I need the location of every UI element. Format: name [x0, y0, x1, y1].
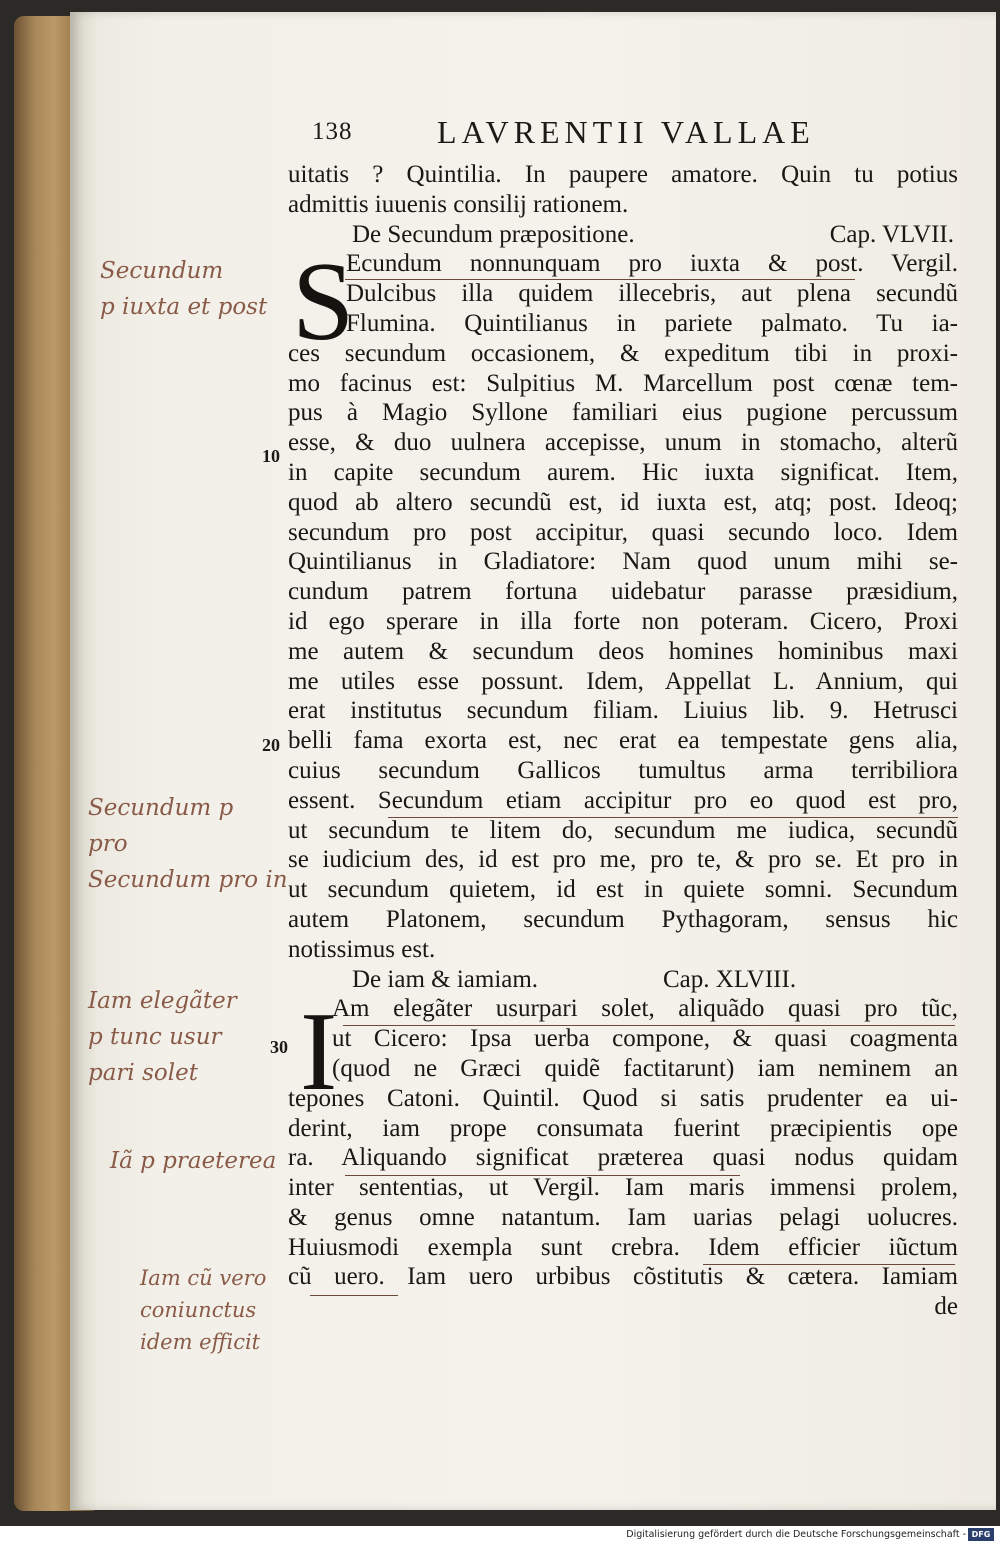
- drop-cap-i: I: [300, 990, 338, 1114]
- catchword: de: [934, 1293, 958, 1321]
- note-line: p tunc usur: [88, 1024, 222, 1050]
- text-line: me utiles esse possunt. Idem, Appellat L. Annium, qui: [288, 667, 958, 695]
- note-line: Secundum: [100, 258, 224, 284]
- text-line: id ego sperare in illa forte non poteram. Cicero, Proxi: [288, 607, 958, 635]
- main-text: [288, 160, 958, 1322]
- line-number-30: 30: [270, 1037, 288, 1057]
- chapter-heading-secundum: [288, 220, 958, 250]
- note-line: pari solet: [88, 1060, 198, 1086]
- text-line: uitatis ? Quintilia. In paupere amatore. Quin tu potius: [288, 161, 958, 188]
- text-line: ut Cicero: Ipsa uerba compone, & quasi coagmenta: [332, 1025, 958, 1053]
- text-line: Flumina. Quintilianus in pariete palmato. Tu ia-: [346, 309, 958, 337]
- text-line: ra. Aliquando significat præterea quasi nodus quidam: [288, 1144, 958, 1172]
- drop-cap-s: S: [292, 240, 355, 364]
- handwritten-underline: [703, 1264, 955, 1265]
- text-line: mo facinus est: Sulpitius M. Marcellum post cœnæ tem-: [288, 369, 958, 397]
- text-line: quod ab altero secundũ est, id iuxta est, atq; post. Ideoq;: [288, 488, 958, 516]
- text-line: & genus omne natantum. Iam uarias pelagi uolucres.: [288, 1203, 958, 1231]
- text-line: essent. Secundum etiam accipitur pro eo quod est pro,: [288, 786, 958, 814]
- text-line: tepones Catoni. Quintil. Quod si satis prudenter ea ui-: [288, 1084, 958, 1112]
- text-line: cũ uero. Iam uero urbibus cõstitutis & cætera. Iamiam: [288, 1263, 958, 1291]
- note-line: Secundum pro in: [88, 867, 288, 893]
- handwritten-underline: [345, 1175, 740, 1176]
- text-line: cuius secundum Gallicos tumultus arma terribiliora: [288, 756, 958, 784]
- line-number-10: 10: [262, 446, 280, 466]
- line-number-20: 20: [262, 735, 280, 755]
- handwritten-underline: [345, 279, 855, 280]
- note-line: Iã p praeterea: [110, 1148, 277, 1174]
- funding-credit: Digitalisierung gefördert durch die Deutsche Forschungsgemeinschaft -: [626, 1529, 966, 1540]
- running-head: LAVRENTII VALLAE: [437, 114, 815, 150]
- handwritten-underline: [310, 1295, 398, 1296]
- text-line: pus à Magio Syllone familiari eius pugione percussum: [288, 399, 958, 427]
- margin-note-iam-vero: [140, 1262, 266, 1358]
- chapter-heading-iam: [288, 965, 958, 995]
- text-line: (quod ne Græci quidẽ factitarunt) iam neminem an: [332, 1054, 958, 1082]
- text-line: erat institutus secundum filiam. Liuius lib. 9. Hetrusci: [288, 697, 958, 725]
- note-line: Iam cũ vero: [140, 1266, 267, 1290]
- note-line: Secundum p: [88, 795, 234, 821]
- text-line: ces secundum occasionem, & expeditum tibi in proxi-: [288, 339, 958, 367]
- text-line: Ecundum nonnunquam pro iuxta & post. Vergil.: [346, 250, 958, 278]
- text-line: notissimus est.: [288, 935, 436, 963]
- note-line: pro: [88, 831, 128, 857]
- text-line: se iudicium des, id est pro me, pro te, & pro se. Et pro in: [288, 846, 958, 874]
- note-line: Iam elegãter: [88, 988, 237, 1014]
- margin-note-secundum-pro: [88, 790, 288, 898]
- text-line: ut secundum quietem, id est in quiete somni. Secundum: [288, 876, 958, 904]
- text-line: in capite secundum aurem. Hic iuxta significat. Item,: [288, 458, 958, 486]
- margin-note-praeterea: [110, 1143, 276, 1179]
- note-line: coniunctus: [140, 1298, 257, 1322]
- page-number: 138: [312, 118, 353, 145]
- text-line: cundum patrem fortuna uidebatur parasse præsidium,: [288, 578, 958, 606]
- text-line: Am elegãter usurpari solet, aliquãdo quasi pro tũc,: [332, 995, 958, 1023]
- text-line: secundum pro post accipitur, quasi secundo loco. Idem: [288, 518, 958, 546]
- note-line: idem efficit: [140, 1330, 261, 1354]
- margin-note-iam-elegater: [88, 983, 237, 1091]
- text-line: esse, & duo uulnera accepisse, unum in stomacho, alterũ: [288, 429, 958, 457]
- text-line: Huiusmodi exempla sunt crebra. Idem efficier iũctum: [288, 1233, 958, 1261]
- text-line: derint, iam prope consumata fuerint præcipientis ope: [288, 1114, 958, 1142]
- text-line: autem Platonem, secundum Pythagoram, sensus hic: [288, 905, 958, 933]
- chapter-title: De Secundum præpositione.: [352, 220, 635, 248]
- chapter-title: De iam & iamiam.: [352, 965, 539, 993]
- text-line: ut secundum te litem do, secundum me iudica, secundũ: [288, 816, 958, 844]
- text-line: Quintilianus in Gladiatore: Nam quod unum mihi se-: [288, 548, 958, 576]
- chapter-number: Cap. XLVIII.: [663, 965, 797, 993]
- handwritten-underline: [388, 817, 958, 818]
- text-line: Dulcibus illa quidem illecebris, aut plena secundũ: [346, 280, 958, 308]
- text-line: admittis iuuenis consilij rationem.: [288, 190, 629, 218]
- text-line: belli fama exorta est, nec erat ea tempestate gens alia,: [288, 727, 958, 755]
- note-line: p iuxta et post: [100, 294, 268, 320]
- text-line: me autem & secundum deos homines hominibus maxi: [288, 637, 958, 665]
- dfg-logo: DFG: [968, 1528, 994, 1541]
- text-line: inter sententias, ut Vergil. Iam maris immensi prolem,: [288, 1174, 958, 1202]
- handwritten-underline: [343, 1025, 955, 1026]
- margin-note-secundum: [100, 253, 267, 325]
- chapter-number: Cap. VLVII.: [829, 220, 954, 248]
